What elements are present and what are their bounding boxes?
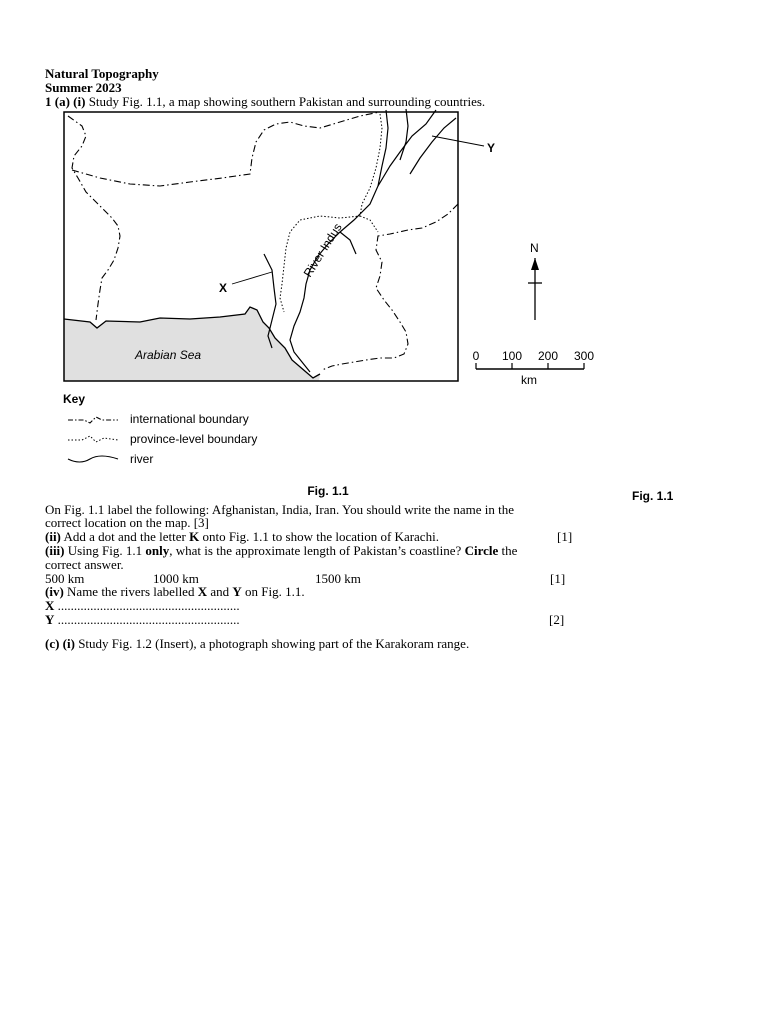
arabian-sea-label: Arabian Sea	[135, 348, 202, 362]
question-a1-line2: correct location on the map. [3]	[45, 515, 209, 530]
north-label: N	[530, 241, 539, 255]
map-figure	[60, 108, 620, 498]
river-indus-label: River Indus	[300, 220, 345, 280]
province-boundary-1	[280, 114, 382, 312]
river-y-tributary	[410, 118, 456, 174]
scale-tick-0: 0	[472, 349, 480, 363]
question-text: Study Fig. 1.1, a map showing southern Pakistan and surrounding countries.	[88, 94, 486, 109]
figure-caption: Fig. 1.1	[307, 484, 349, 498]
question-a4-marks: [2]	[549, 612, 565, 627]
boundary-iran-pakistan	[68, 116, 120, 320]
key-international-symbol	[68, 417, 118, 423]
question-a1-line1: On Fig. 1.1 label the following: Afghanistan, India, Iran. You should write the name in the	[45, 502, 515, 517]
north-arrow-head	[531, 258, 539, 270]
river-branch	[400, 109, 408, 160]
key-international-label: international boundary	[130, 412, 249, 426]
province-boundary-2	[360, 216, 378, 232]
key-province-symbol	[68, 436, 118, 442]
boundary-afghanistan-pakistan	[72, 112, 380, 186]
river-branch-2	[340, 232, 356, 254]
scale-tick-300: 300	[573, 349, 595, 363]
scale-tick-200: 200	[537, 349, 559, 363]
scale-bar	[473, 349, 595, 387]
question-number: 1 (a) (i)	[45, 94, 86, 109]
label-x: X	[219, 281, 228, 295]
question-a3-line2: correct answer.	[45, 557, 124, 572]
label-x-pointer	[232, 272, 272, 284]
key-title: Key	[63, 392, 86, 406]
scale-unit: km	[521, 373, 537, 387]
answer-option-500[interactable]: 500 km	[45, 571, 85, 586]
answer-option-1000[interactable]: 1000 km	[153, 571, 199, 586]
key-river-symbol	[68, 456, 118, 462]
river-indus	[290, 110, 388, 372]
key-province-label: province-level boundary	[130, 432, 258, 446]
question-a3: (iii) Using Fig. 1.1 only, what is the approximate length of Pakistan’s coastline? Circle the	[45, 543, 518, 558]
side-figure-caption: Fig. 1.1	[632, 489, 674, 503]
answer-option-1500[interactable]: 1500 km	[315, 571, 361, 586]
question-a4: (iv) Name the rivers labelled X and Y on Fig. 1.1.	[45, 584, 305, 599]
key-river-label: river	[130, 452, 154, 466]
question-a2-marks: [1]	[557, 529, 573, 544]
document-topic: Natural Topography	[45, 66, 159, 81]
answer-line-x[interactable]: X ........................................................	[45, 598, 240, 613]
scale-tick-100: 100	[501, 349, 523, 363]
label-y: Y	[487, 141, 496, 155]
question-1a-intro	[45, 95, 485, 109]
answer-line-y[interactable]: Y ........................................................	[45, 612, 240, 627]
document-session: Summer 2023	[45, 80, 122, 95]
question-a3-marks: [1]	[550, 571, 566, 586]
question-a2: (ii) Add a dot and the letter K onto Fig. 1.1 to show the location of Karachi.	[45, 529, 439, 544]
question-c: (c) (i) Study Fig. 1.2 (Insert), a photograph showing part of the Karakoram range.	[45, 636, 470, 651]
